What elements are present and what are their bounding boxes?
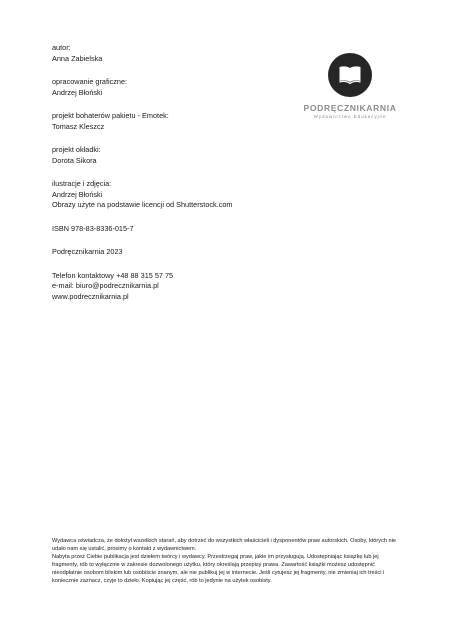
credit-label: projekt okładki: <box>52 145 101 154</box>
logo-tagline: Wydawnictwo Edukacyjne <box>313 114 387 119</box>
credit-characters <box>52 111 302 132</box>
credit-label: autor: <box>52 43 71 52</box>
contact-website: www.podrecznikarnia.pl <box>52 291 129 301</box>
contact-block <box>52 271 302 303</box>
credit-author <box>52 43 302 64</box>
credit-illustrations <box>52 179 302 211</box>
publisher-year: Podręcznikarnia 2023 <box>52 247 123 256</box>
publisher-logo <box>302 53 398 119</box>
contact-phone: Telefon kontaktowy +48 88 315 57 75 <box>52 270 174 280</box>
credit-value: Andrzej Błoński <box>52 189 103 199</box>
credit-graphic-design <box>52 77 302 98</box>
contact-email: e-mail: biuro@podrecznikarnia.pl <box>52 281 159 290</box>
logo-name: PODRĘCZNIKARNIA <box>303 103 397 113</box>
legal-paragraph: Wydawca oświadcza, że dołożył wszelkich starań, aby dotrzeć do wszystkich właścicieli i dysponentów praw autorskich. Osoby, których nie udało nam się ustalić, prosimy o kontakt z wydawnictwem. <box>52 538 397 552</box>
credit-cover <box>52 145 302 166</box>
credit-value: Dorota Sikora <box>52 155 97 165</box>
legal-notice <box>52 538 404 585</box>
credit-label: projekt bohaterów pakietu - Emotek: <box>52 111 169 120</box>
book-icon <box>338 65 362 85</box>
isbn-block <box>52 224 302 235</box>
credit-value: Tomasz Kleszcz <box>52 121 105 131</box>
legal-paragraph: Nabyta przez Ciebie publikacja jest dziełem twórcy i wydawcy. Przestrzegaj praw, jakie im przysługują. Udostępniając książkę lub jej fragmenty, rób to wyłącznie w zakresie dozwolonego użytku, który określają przepisy prawa. Zawartość książki możesz udostępnić nieodpłatnie osobom bliskim lub osobiście znanym, ale nie publikuj jej w internecie. Jeśli cytujesz jej fragmenty, nie zmieniaj ich treści i koniecznie zaznacz, czyje to dzieło. Kopiując jej część, rób to jedynie na użytek osobisty. <box>52 553 385 584</box>
credit-value: Obrazy użyte na podstawie licencji od Shutterstock.com <box>52 200 233 209</box>
credits <box>52 43 302 315</box>
isbn: ISBN 978-83-8336-015-7 <box>52 223 134 233</box>
credit-label: opracowanie graficzne: <box>52 77 128 86</box>
credit-label: ilustracje i zdjęcia: <box>52 179 112 188</box>
credit-value: Andrzej Błoński <box>52 87 103 97</box>
credit-value: Anna Zabielska <box>52 53 103 63</box>
logo-badge <box>328 53 372 97</box>
publisher-year-block <box>52 247 302 258</box>
